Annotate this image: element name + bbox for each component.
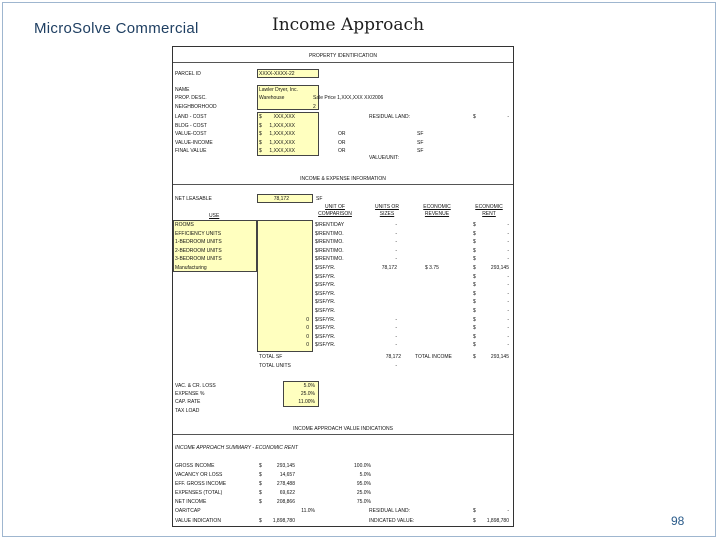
divider bbox=[173, 62, 513, 63]
value-unit-label: VALUE/UNIT: bbox=[369, 155, 399, 161]
overall-cap-label: OAR/TCAP bbox=[175, 508, 201, 514]
indicated-value-currency: $ bbox=[473, 518, 476, 524]
property-row-currency: $ bbox=[259, 131, 262, 138]
neighborhood-value: 2 bbox=[313, 104, 316, 110]
income-row-number: 0 bbox=[306, 333, 309, 340]
property-identification-heading: PROPERTY IDENTIFICATION bbox=[308, 53, 378, 59]
property-row-currency: $ bbox=[259, 114, 262, 120]
income-row-unit: $/RENT/MO. bbox=[315, 230, 344, 237]
col-economic-rent-header: ECONOMIC RENT bbox=[475, 204, 503, 217]
col-use-header: USE bbox=[209, 213, 220, 219]
income-row-revenue: - bbox=[507, 239, 509, 246]
income-row-use: 3-BEDROOM UNITS bbox=[175, 256, 222, 263]
summary-row-percent: 95.0% bbox=[356, 481, 371, 487]
summary-row-currency: $ bbox=[259, 481, 262, 487]
summary-row-value: 69,622 bbox=[279, 490, 295, 496]
property-row-label: LAND - COST bbox=[175, 114, 207, 120]
total-income-value: 293,145 bbox=[490, 354, 509, 360]
income-row-units: - bbox=[395, 222, 397, 228]
divider bbox=[173, 434, 513, 435]
income-row-number: 0 bbox=[306, 342, 309, 349]
income-row-revenue: - bbox=[507, 222, 509, 228]
income-row-units: - bbox=[395, 239, 397, 246]
income-row-currency: $ bbox=[473, 299, 476, 306]
income-row-use: ROOMS bbox=[175, 222, 194, 228]
summary-row-percent: 5.0% bbox=[359, 472, 371, 478]
indicated-value-label: INDICATED VALUE: bbox=[369, 518, 415, 524]
income-row-units: - bbox=[395, 316, 397, 323]
income-row-number: 0 bbox=[306, 316, 309, 323]
property-row-value: 1,XXX,XXX bbox=[269, 148, 295, 155]
property-row-right-currency: SF bbox=[417, 148, 424, 155]
summary-row-label: VACANCY OR LOSS bbox=[175, 472, 223, 478]
income-row-unit: $/SF/YR. bbox=[315, 308, 336, 314]
income-row-unit: $/SF/YR. bbox=[315, 325, 336, 332]
neighborhood-label: NEIGHBORHOOD bbox=[175, 104, 217, 110]
income-row-units: - bbox=[395, 342, 397, 349]
income-row-revenue: - bbox=[507, 273, 509, 280]
total-income-label: TOTAL INCOME bbox=[415, 354, 452, 360]
property-row-mid: RESIDUAL LAND: bbox=[369, 114, 410, 120]
total-income-currency: $ bbox=[473, 354, 476, 360]
income-row-unit: $/SF/YR. bbox=[315, 299, 336, 306]
residual-land-value: - bbox=[507, 508, 509, 514]
property-row-mid: OR bbox=[338, 131, 346, 138]
net-leasable-label: NET LEASABLE bbox=[175, 196, 212, 202]
property-row-currency: $ bbox=[259, 148, 262, 155]
property-row-label: VALUE-INCOME bbox=[175, 139, 213, 146]
value-indications-heading: INCOME APPROACH VALUE INDICATIONS bbox=[293, 426, 393, 432]
indicated-value-value: 1,898,780 bbox=[486, 518, 509, 524]
income-row-currency: $ bbox=[473, 265, 476, 271]
num-input-box bbox=[257, 220, 313, 352]
property-row-right-currency: SF bbox=[417, 139, 424, 146]
overall-cap-value: 11.0% bbox=[301, 508, 315, 514]
income-row-currency: $ bbox=[473, 247, 476, 254]
residual-land-label: RESIDUAL LAND: bbox=[369, 508, 410, 514]
income-row-unit: $/SF/YR. bbox=[315, 342, 336, 349]
summary-row-label: EXPENSES (TOTAL) bbox=[175, 490, 223, 496]
property-row-right-currency: $ bbox=[473, 114, 476, 120]
income-row-unit: $/SF/YR. bbox=[315, 333, 336, 340]
prop-desc-label: PROP. DESC. bbox=[175, 95, 207, 101]
income-row-unit: $/RENT/MO. bbox=[315, 256, 344, 263]
col-economic-revenue-header: ECONOMIC REVENUE bbox=[423, 204, 451, 217]
summary-row-value: 208,866 bbox=[276, 499, 295, 505]
summary-row-label: GROSS INCOME bbox=[175, 463, 215, 469]
income-row-unit: $/RENT/MO. bbox=[315, 239, 344, 246]
income-row-revenue: - bbox=[507, 333, 509, 340]
income-row-currency: $ bbox=[473, 239, 476, 246]
income-row-currency: $ bbox=[473, 222, 476, 228]
name-value: Lawler Dryer, Inc. bbox=[259, 87, 298, 93]
col-unit-of-comparison-header: UNIT OF COMPARISON bbox=[318, 204, 352, 217]
income-row-currency: $ bbox=[473, 316, 476, 323]
income-row-number: 0 bbox=[306, 325, 309, 332]
rate-label: TAX LOAD bbox=[175, 407, 200, 414]
summary-row-value: 14,657 bbox=[279, 472, 295, 478]
summary-row-label: NET INCOME bbox=[175, 499, 207, 505]
property-row-value: 1,XXX,XXX bbox=[269, 122, 295, 129]
total-units-value: - bbox=[395, 363, 397, 369]
summary-row-currency: $ bbox=[259, 472, 262, 478]
parcel-value: XXXX-XXXX-22 bbox=[259, 71, 295, 77]
property-row-currency: $ bbox=[259, 139, 262, 146]
property-row-mid: OR bbox=[338, 148, 346, 155]
summary-row-label: EFF. GROSS INCOME bbox=[175, 481, 227, 487]
property-row-label: BLDG - COST bbox=[175, 122, 207, 129]
income-row-currency: $ bbox=[473, 333, 476, 340]
income-row-currency: $ bbox=[473, 273, 476, 280]
property-row-value: 1,XXX,XXX bbox=[269, 139, 295, 146]
income-row-units: - bbox=[395, 230, 397, 237]
brand-title: MicroSolve Commercial bbox=[34, 20, 199, 37]
summary-row-currency: $ bbox=[259, 490, 262, 496]
summary-row-currency: $ bbox=[259, 499, 262, 505]
page-number: 98 bbox=[671, 514, 685, 528]
income-row-unit: $/SF/YR. bbox=[315, 273, 336, 280]
income-row-revenue: - bbox=[507, 308, 509, 314]
total-sf-label: TOTAL SF bbox=[259, 354, 283, 360]
income-row-unit: $/SF/YR. bbox=[315, 290, 336, 297]
name-label: NAME bbox=[175, 87, 190, 93]
income-row-revenue: - bbox=[507, 247, 509, 254]
income-row-currency: $ bbox=[473, 290, 476, 297]
income-row-use: 1-BEDROOM UNITS bbox=[175, 239, 222, 246]
value-indication-value: 1,898,780 bbox=[272, 518, 295, 524]
income-row-revenue: - bbox=[507, 282, 509, 289]
summary-row-percent: 75.0% bbox=[356, 499, 371, 505]
income-row-rent: $ 3.75 bbox=[425, 265, 439, 271]
property-row-value: XXX,XXX bbox=[273, 114, 295, 120]
income-row-revenue: - bbox=[507, 299, 509, 306]
income-row-unit: $/SF/YR. bbox=[315, 316, 336, 323]
income-row-unit: $/RENT/MO. bbox=[315, 247, 344, 254]
parcel-label: PARCEL ID bbox=[175, 71, 201, 77]
rate-value: 25.0% bbox=[300, 391, 315, 398]
income-row-revenue: - bbox=[507, 230, 509, 237]
income-expense-heading: INCOME & EXPENSE INFORMATION bbox=[300, 176, 386, 182]
net-leasable-value: 78,172 bbox=[273, 196, 289, 202]
income-row-revenue: - bbox=[507, 342, 509, 349]
income-row-currency: $ bbox=[473, 256, 476, 263]
rate-value: 5.0% bbox=[303, 383, 315, 389]
income-row-currency: $ bbox=[473, 308, 476, 314]
income-row-units: - bbox=[395, 247, 397, 254]
rate-value: 11.00% bbox=[298, 399, 315, 406]
net-leasable-unit: SF bbox=[316, 196, 323, 202]
income-row-revenue: - bbox=[507, 316, 509, 323]
residual-land-currency: $ bbox=[473, 508, 476, 514]
income-row-currency: $ bbox=[473, 342, 476, 349]
value-indication-currency: $ bbox=[259, 518, 262, 524]
income-row-revenue: - bbox=[507, 256, 509, 263]
income-row-use: Manufacturing bbox=[175, 265, 207, 271]
income-row-units: - bbox=[395, 333, 397, 340]
rate-label: VAC. & CR. LOSS bbox=[175, 383, 216, 389]
summary-heading: INCOME APPROACH SUMMARY - ECONOMIC RENT bbox=[175, 445, 298, 451]
income-row-unit: $/RENT/DAY bbox=[315, 222, 345, 228]
sale-price-note: Sale Price 1,XXX,XXX XX/2006 bbox=[313, 95, 384, 101]
summary-row-percent: 25.0% bbox=[356, 490, 371, 496]
income-row-unit: $/SF/YR. bbox=[315, 282, 336, 289]
property-row-label: FINAL VALUE bbox=[175, 148, 207, 155]
prop-desc-value: Warehouse bbox=[259, 95, 285, 101]
summary-row-value: 293,145 bbox=[276, 463, 295, 469]
divider bbox=[173, 184, 513, 185]
income-row-currency: $ bbox=[473, 282, 476, 289]
income-row-use: EFFICIENCY UNITS bbox=[175, 230, 222, 237]
property-row-right-value: - bbox=[507, 114, 509, 120]
col-units-header: UNITS OR SIZES bbox=[375, 204, 399, 217]
income-row-currency: $ bbox=[473, 325, 476, 332]
rate-label: EXPENSE % bbox=[175, 391, 205, 398]
property-row-value: 1,XXX,XXX bbox=[269, 131, 295, 138]
rate-label: CAP. RATE bbox=[175, 399, 201, 406]
income-row-units: - bbox=[395, 256, 397, 263]
income-approach-worksheet bbox=[172, 46, 514, 527]
income-row-revenue: - bbox=[507, 325, 509, 332]
income-row-revenue: - bbox=[507, 290, 509, 297]
property-row-currency: $ bbox=[259, 122, 262, 129]
income-row-unit: $/SF/YR. bbox=[315, 265, 336, 271]
summary-row-currency: $ bbox=[259, 463, 262, 469]
value-indication-label: VALUE INDICATION bbox=[175, 518, 221, 524]
total-sf-value: 78,172 bbox=[385, 354, 401, 360]
income-row-currency: $ bbox=[473, 230, 476, 237]
summary-row-percent: 100.0% bbox=[354, 463, 371, 469]
summary-row-value: 278,488 bbox=[276, 481, 295, 487]
property-row-right-currency: SF bbox=[417, 131, 424, 138]
property-row-label: VALUE-COST bbox=[175, 131, 207, 138]
page-title: Income Approach bbox=[272, 15, 425, 35]
income-row-units: 78,172 bbox=[381, 265, 397, 271]
income-row-use: 2-BEDROOM UNITS bbox=[175, 247, 222, 254]
total-units-label: TOTAL UNITS bbox=[259, 363, 291, 369]
income-row-units: - bbox=[395, 325, 397, 332]
income-row-revenue: 293,145 bbox=[490, 265, 509, 271]
property-row-mid: OR bbox=[338, 139, 346, 146]
